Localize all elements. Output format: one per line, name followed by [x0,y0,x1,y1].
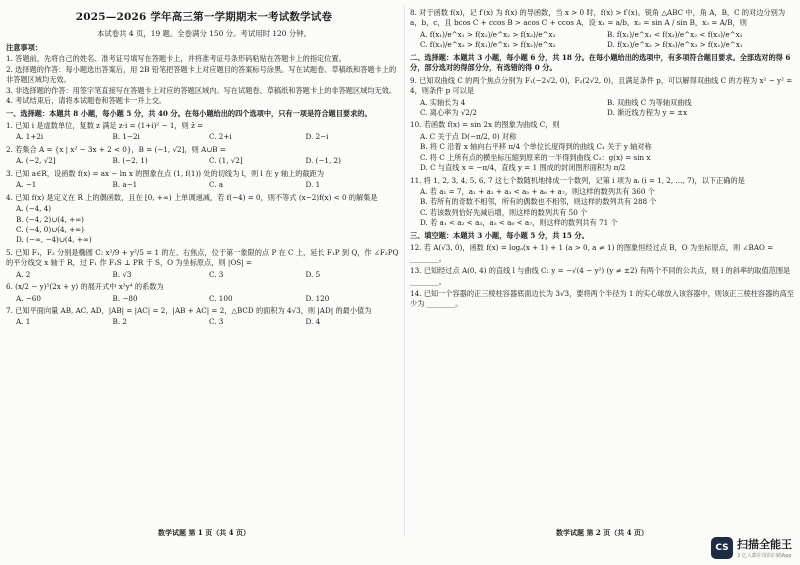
option: D. 渐近线方程为 y = ±x [607,107,688,117]
option: B. 将 C 沿着 x 轴向右平移 π/4 个单位长度得到的曲线 C₁ 关于 y 轴对称 [420,142,652,152]
option: A. −60 [16,293,41,303]
option: D. 若 a₁ < a₂ < a₃，a₅ < a₆ < a₇，则这样的数列共有 71 个 [420,218,618,228]
question-9-stem: 9. 已知双曲线 C 的两个焦点分别为 F₁(−2√2, 0)，F₂(2√2, 0)，且满足条件 p，可以解得双曲线 C 的方程为 x² − y² = 4，则条件 p 可以是 [410,75,793,96]
notice-item: 1. 答题前，先将自己的姓名、准考证号填写在答题卡上，并将准考证号条形码粘贴在答题卡上的指定位置。 [6,54,346,64]
option: B. f(x₁)/e^x₁ < f(x₂)/e^x₂ < f(x₃)/e^x₃ [607,29,743,39]
option: C. 3 [209,269,224,279]
option: D. (−∞, −4)∪(4, +∞) [16,235,92,245]
watermark-text [737,536,792,559]
option: B. 双曲线 C 为等轴双曲线 [607,97,692,107]
question-9-options [420,98,794,119]
question-5-options [16,270,402,280]
question-11-options [420,187,794,229]
question-6-options [16,294,402,304]
option: B. a−1 [112,180,138,190]
option: B. 2 [112,317,127,327]
option: D. 5 [305,269,321,279]
option: D. f(x₂)/e^x₂ > f(x₃)/e^x₃ > f(x₁)/e^x₁ [607,40,743,50]
watermark-app-name: 扫描全能王 [737,538,792,551]
option: A. f(x₁)/e^x₁ > f(x₂)/e^x₂ > f(x₃)/e^x₃ [420,29,556,39]
option: C. f(x₃)/e^x₃ > f(x₁)/e^x₁ > f(x₂)/e^x₂ [420,40,556,50]
question-8-stem: 8. 对于函数 f(x)，记 f′(x) 为 f(x) 的导函数，当 x > 0 时，f(x) > f′(x)。锐角 △ABC 中，角 A，B，C 的对边分别为 a，b，c，且 bcos C + ccos B > acos C + ccos A，设 x₁ = a/b，x₂ = sin A / sin B，x₃ = A/B，则 [410,8,786,28]
page-footer: 数学试题 第 2 页（共 4 页） [556,527,648,537]
question-10-options [420,132,794,174]
question-10-stem: 10. 若函数 f(x) = sin 2x 的图象为曲线 C，则 [410,120,560,130]
exam-page-2 [410,0,794,540]
section-heading-1: 一、选择题：本题共 8 小题，每小题 5 分，共 40 分。在每小题给出的四个选项中，只有一项是符合题目要求的。 [6,108,372,118]
option: A. 实轴长为 4 [420,97,466,107]
question-3-options [16,180,402,190]
option: A. C 关于点 D(−π/2, 0) 对称 [420,131,517,141]
question-11-stem: 11. 将 1, 2, 3, 4, 5, 6, 7 这七个数随机地排成一个数列，记第 i 项为 aᵢ (i = 1, 2, …, 7)，以下正确的是 [410,175,745,185]
option: A. 1 [16,317,31,327]
section-heading-2: 二、选择题：本题共 3 小题，每小题 6 分，共 18 分。在每小题给出的选项中，有多项符合题目要求。全部选对的得 6 分，部分选对的得部分分，有选错的得 0 分。 [410,52,791,73]
notice-heading: 注意事项： [6,42,42,52]
option: D. 2−i [305,132,329,142]
option: B. (−2, 1) [112,156,148,166]
section-heading-3: 三、填空题：本题共 3 小题，每小题 5 分，共 15 分。 [410,230,589,240]
question-7-stem: 7. 已知平面向量 AB, AC, AD，|AB| = |AC| = 2，|AB + AC| = 2，△BCD 的面积为 4√3，则 |AD| 的最小值为 [6,306,372,316]
option: B. 若所有的奇数不相邻，所有的偶数也不相邻，则这样的数列共有 288 个 [420,197,657,207]
question-6-stem: 6. (x/2 − y)⁵(2x + y) 的展开式中 x²y⁴ 的系数为 [6,282,164,292]
option: B. −80 [112,293,138,303]
option: D. C 与直线 x = −π/4，直线 y = 1 围成的封闭图形面积为 π/2 [420,163,626,173]
exam-page-1 [6,0,402,540]
question-list [6,121,402,328]
option: A. (−4, 4) [16,204,52,214]
page-divider [404,6,405,536]
question-3-stem: 3. 已知 a∈R，设函数 f(x) = ax − ln x 的图象在点 (1, f(1)) 处的切线为 l，则 l 在 y 轴上的截距为 [6,168,325,178]
option: D. 1 [305,180,321,190]
exam-meta: 本试卷共 4 页，19 题。全卷满分 150 分。考试用时 120 分钟。 [97,29,311,39]
option: B. √3 [112,269,132,279]
option: C. 将 C 上所有点的横坐标压缩到原来的一半得到曲线 C₂：g(x) = sin x [420,152,651,162]
option: C. 离心率为 √2/2 [420,107,477,117]
option: A. 若 a₁ = 7，a₁ + a₂ + a₃ < a₅ + a₆ + a₇，则这样的数列共有 360 个 [420,187,655,196]
option: A. 1+2i [16,132,44,142]
question-13: 13. 已知经过点 A(0, 4) 的直线 l 与曲线 C: y = −√(4 − y²) (y ≠ ±2) 有两个不同的公共点，则 l 的斜率的取值范围是 ________。 [410,266,791,286]
option: D. 120 [305,293,330,303]
question-1-stem: 1. 已知 i 是虚数单位，复数 z 满足 z·i = (1+i)² − 1，则 z̄ = [6,121,204,131]
question-12: 12. 若 A(√3, 0)，函数 f(x) = logₐ(x + 1) + 1 (a > 0, a ≠ 1) 的图象恒经过点 B，O 为坐标原点，则 ∠BAO = ________。 [410,243,774,263]
question-8-options [420,30,794,51]
exam-title: 2025—2026 学年高三第一学期期末一考试数学试卷 [75,11,333,23]
option: B. (−4, 2)∪(4, +∞) [16,214,84,224]
option: C. 3 [209,317,224,327]
notice-item: 4. 考试结束后，请将本试题卷和答题卡一并上交。 [6,96,167,106]
option: A. −1 [16,180,37,190]
watermark-tagline: 3 亿人都在用的扫描App [737,553,792,559]
option: B. 1−2i [112,132,140,142]
scanner-watermark [711,536,792,559]
option: D. (−1, 2) [305,156,341,166]
option: C. (1, √2] [209,156,243,166]
question-1-options [16,132,402,142]
option: D. 4 [305,317,321,327]
option: C. 2+i [209,132,232,142]
option: A. 2 [16,269,31,279]
option: C. a [209,180,224,190]
question-5-stem: 5. 已知 F₁，F₂ 分别是椭圆 C: x²/9 + y²/5 = 1 的左、右焦点，位于第一象限的点 P 在 C 上，延长 F₁P 到 Q，作 ∠F₂PQ 的平分线交 x 轴于 R，过 F₁ 作 F₁S ⊥ PR 于 S，O 为坐标原点，则 |OS| = [6,247,399,268]
page-footer: 数学试题 第 1 页（共 4 页） [158,527,250,537]
question-4-options [16,204,402,246]
notice-item: 3. 非选择题的作答：用签字笔直接写在答题卡上对应的答题区域内。写在试题卷、草稿纸和答题卡上的非答题区域均无效。 [6,85,397,95]
notice-item: 2. 选择题的作答：每小题选出答案后，用 2B 铅笔把答题卡上对应题目的答案标号涂黑。写在试题卷、草稿纸和答题卡上的非答题区域均无效。 [6,64,397,85]
question-14: 14. 已知一个容器的正三棱柱容器底面边长为 3√3，要将两个半径为 1 的实心球放入该容器中，则该正三棱柱容器的高至少为 ________。 [410,288,794,309]
camscanner-logo-icon: CS [711,537,733,559]
question-2-options [16,156,402,166]
option: A. (−2, √2] [16,156,56,166]
question-4-stem: 4. 已知 f(x) 是定义在 R 上的偶函数，且在 [0, +∞) 上单调递减，若 f(−4) = 0，则不等式 (x−2)f(x) < 0 的解集是 [6,192,378,202]
option: C. (−4, 0)∪(4, +∞) [16,224,84,234]
question-7-options [16,317,402,327]
option: C. 若该数列恰好先减后增，则这样的数列共有 50 个 [420,207,588,217]
question-2-stem: 2. 若集合 A = {x | x² − 3x + 2 < 0}，B = (−1, √2]，则 A∪B = [6,144,226,154]
option: C. 100 [209,293,233,303]
